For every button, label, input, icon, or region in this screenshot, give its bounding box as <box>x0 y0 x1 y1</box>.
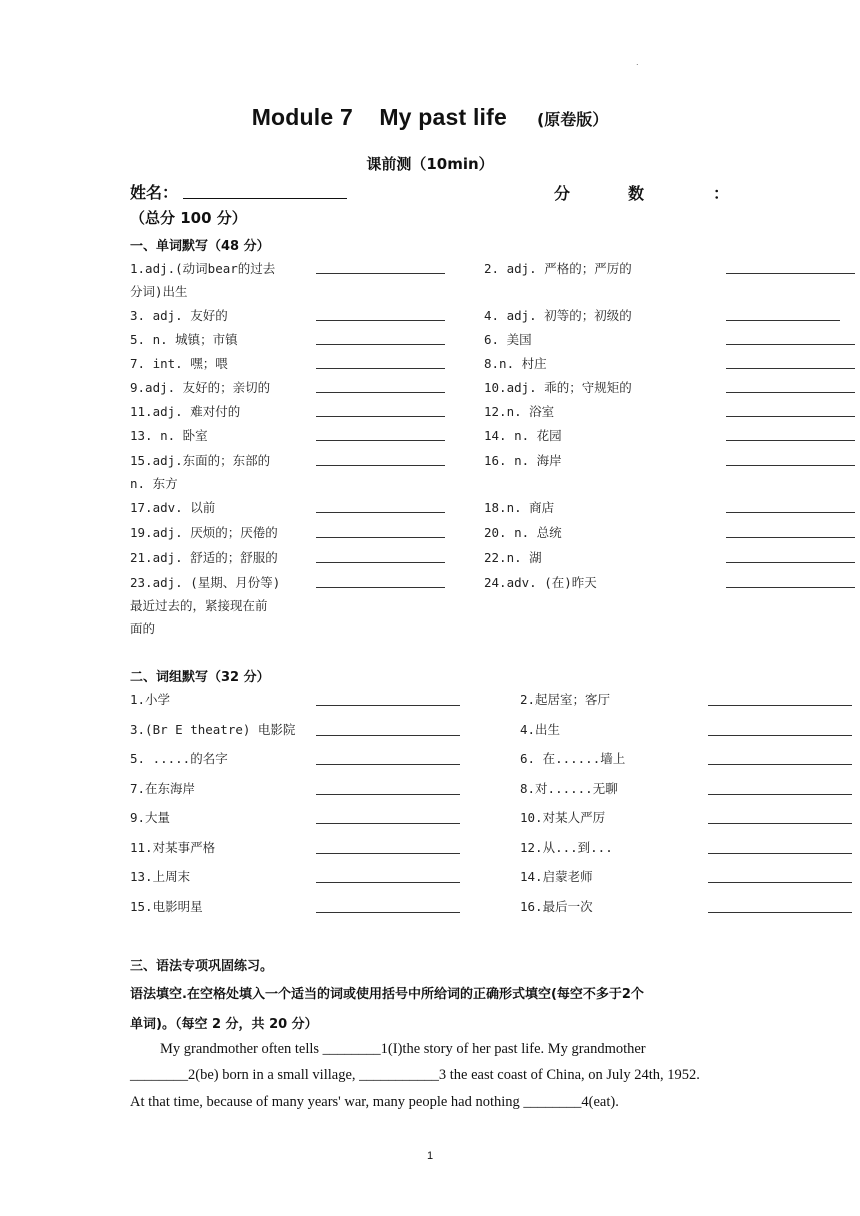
vocab-item-left: 5. n. 城镇；市镇 <box>130 332 238 347</box>
vocab-item-right: 14. n. 花园 <box>484 428 562 443</box>
phrase-item-right: 12.从...到... <box>520 840 613 855</box>
passage-line-3: At that time, because of many years' war, many people had nothing ________4(eat). <box>130 1094 619 1110</box>
vocab-item-left: n. 东方 <box>130 476 178 491</box>
answer-blank[interactable] <box>726 587 855 588</box>
answer-blank[interactable] <box>708 764 852 765</box>
answer-blank[interactable] <box>316 416 445 417</box>
vocab-item-left: 15.adj.东面的；东部的 <box>130 453 271 468</box>
answer-blank[interactable] <box>726 537 855 538</box>
section2-heading: 二、词组默写（32 分） <box>130 670 270 685</box>
answer-blank[interactable] <box>708 794 852 795</box>
answer-blank[interactable] <box>316 735 460 736</box>
answer-blank[interactable] <box>316 562 445 563</box>
vocab-item-right: 16. n. 海岸 <box>484 453 562 468</box>
answer-blank[interactable] <box>316 705 460 706</box>
vocab-item-left: 19.adj. 厌烦的；厌倦的 <box>130 525 278 540</box>
name-blank[interactable] <box>183 198 347 199</box>
page-number: 1 <box>426 1150 434 1162</box>
passage-line-1: My grandmother often tells ________1(I)the story of her past life. My grandmother <box>160 1041 646 1057</box>
answer-blank[interactable] <box>708 882 852 883</box>
answer-blank[interactable] <box>726 320 840 321</box>
answer-blank[interactable] <box>708 912 852 913</box>
vocab-item-right: 8.n. 村庄 <box>484 356 547 371</box>
vocab-item-left: 23.adj. (星期、月份等) <box>130 575 281 590</box>
section1-heading: 一、单词默写（48 分） <box>130 239 270 254</box>
phrase-item-left: 7.在东海岸 <box>130 781 196 796</box>
phrase-item-left: 15.电影明星 <box>130 899 203 914</box>
passage-line-2: ________2(be) born in a small village, ___________3 the east coast of China, on July 24th, 1952. <box>130 1067 700 1083</box>
answer-blank[interactable] <box>316 512 445 513</box>
phrase-item-right: 14.启蒙老师 <box>520 869 593 884</box>
score-colon: ： <box>713 184 730 203</box>
vocab-item-left: 3. adj. 友好的 <box>130 308 228 323</box>
vocab-item-right: 12.n. 浴室 <box>484 404 555 419</box>
answer-blank[interactable] <box>316 440 445 441</box>
section3-instructions: 语法填空.在空格处填入一个适当的词或使用括号中所给词的正确形式填空(每空不多于2个 <box>130 987 644 1002</box>
phrase-item-right: 6. 在......墙上 <box>520 751 626 766</box>
vocab-item-right: 6. 美国 <box>484 332 532 347</box>
vocab-item-left: 最近过去的，紧接现在前 <box>130 598 268 613</box>
phrase-item-left: 11.对某事严格 <box>130 840 216 855</box>
answer-blank[interactable] <box>726 392 855 393</box>
vocab-item-right: 2. adj. 严格的；严厉的 <box>484 261 632 276</box>
page-subtitle: 课前测（10min） <box>366 155 494 173</box>
phrase-item-right: 2.起居室；客厅 <box>520 692 611 707</box>
vocab-item-right: 24.adv. (在)昨天 <box>484 575 597 590</box>
vocab-item-left: 13. n. 卧室 <box>130 428 208 443</box>
answer-blank[interactable] <box>708 735 852 736</box>
phrase-item-right: 10.对某人严厉 <box>520 810 606 825</box>
answer-blank[interactable] <box>316 794 460 795</box>
answer-blank[interactable] <box>726 562 855 563</box>
title-english: Module 7 My past life <box>251 104 507 130</box>
answer-blank[interactable] <box>316 392 445 393</box>
answer-blank[interactable] <box>316 823 460 824</box>
score-label: 分数 <box>554 184 703 203</box>
answer-blank[interactable] <box>316 853 460 854</box>
name-label: 姓名： <box>130 183 179 202</box>
vocab-item-left: 7. int. 嘿；喂 <box>130 356 228 371</box>
phrase-item-left: 1.小学 <box>130 692 171 707</box>
answer-blank[interactable] <box>316 537 445 538</box>
vocab-item-left: 17.adv. 以前 <box>130 500 216 515</box>
answer-blank[interactable] <box>726 465 855 466</box>
answer-blank[interactable] <box>726 273 855 274</box>
answer-blank[interactable] <box>316 273 445 274</box>
phrase-item-left: 13.上周末 <box>130 869 191 884</box>
answer-blank[interactable] <box>316 764 460 765</box>
phrase-item-left: 9.大量 <box>130 810 171 825</box>
corner-dot: . <box>636 58 639 67</box>
phrase-item-right: 4.出生 <box>520 722 561 737</box>
answer-blank[interactable] <box>316 465 445 466</box>
vocab-item-right: 20. n. 总统 <box>484 525 562 540</box>
answer-blank[interactable] <box>726 416 855 417</box>
vocab-item-right: 22.n. 湖 <box>484 550 542 565</box>
answer-blank[interactable] <box>726 344 855 345</box>
answer-blank[interactable] <box>726 512 855 513</box>
vocab-item-left: 1.adj.(动词bear的过去 <box>130 261 276 276</box>
answer-blank[interactable] <box>316 320 445 321</box>
phrase-item-right: 16.最后一次 <box>520 899 593 914</box>
vocab-item-left: 21.adj. 舒适的；舒服的 <box>130 550 278 565</box>
answer-blank[interactable] <box>726 440 855 441</box>
phrase-item-right: 8.对......无聊 <box>520 781 618 796</box>
answer-blank[interactable] <box>708 705 852 706</box>
vocab-item-left: 面的 <box>130 621 156 636</box>
answer-blank[interactable] <box>316 344 445 345</box>
vocab-item-left: 11.adj. 难对付的 <box>130 404 241 419</box>
answer-blank[interactable] <box>708 853 852 854</box>
page-title <box>0 104 860 131</box>
vocab-item-right: 4. adj. 初等的；初级的 <box>484 308 632 323</box>
section3-instructions-cont: 单词)。（每空 2 分，共 20 分） <box>130 1017 318 1032</box>
answer-blank[interactable] <box>316 587 445 588</box>
vocab-item-right: 10.adj. 乖的；守规矩的 <box>484 380 632 395</box>
total-score: （总分 100 分） <box>130 209 247 227</box>
title-chinese: (原卷版） <box>536 110 609 129</box>
answer-blank[interactable] <box>726 368 855 369</box>
answer-blank[interactable] <box>316 368 445 369</box>
vocab-item-left: 9.adj. 友好的；亲切的 <box>130 380 271 395</box>
section3-heading: 三、语法专项巩固练习。 <box>130 959 274 974</box>
answer-blank[interactable] <box>316 912 460 913</box>
phrase-item-left: 3.(Br E theatre) 电影院 <box>130 722 296 737</box>
vocab-item-left: 分词)出生 <box>130 284 188 299</box>
answer-blank[interactable] <box>316 882 460 883</box>
answer-blank[interactable] <box>708 823 852 824</box>
vocab-item-right: 18.n. 商店 <box>484 500 555 515</box>
phrase-item-left: 5. .....的名字 <box>130 751 228 766</box>
